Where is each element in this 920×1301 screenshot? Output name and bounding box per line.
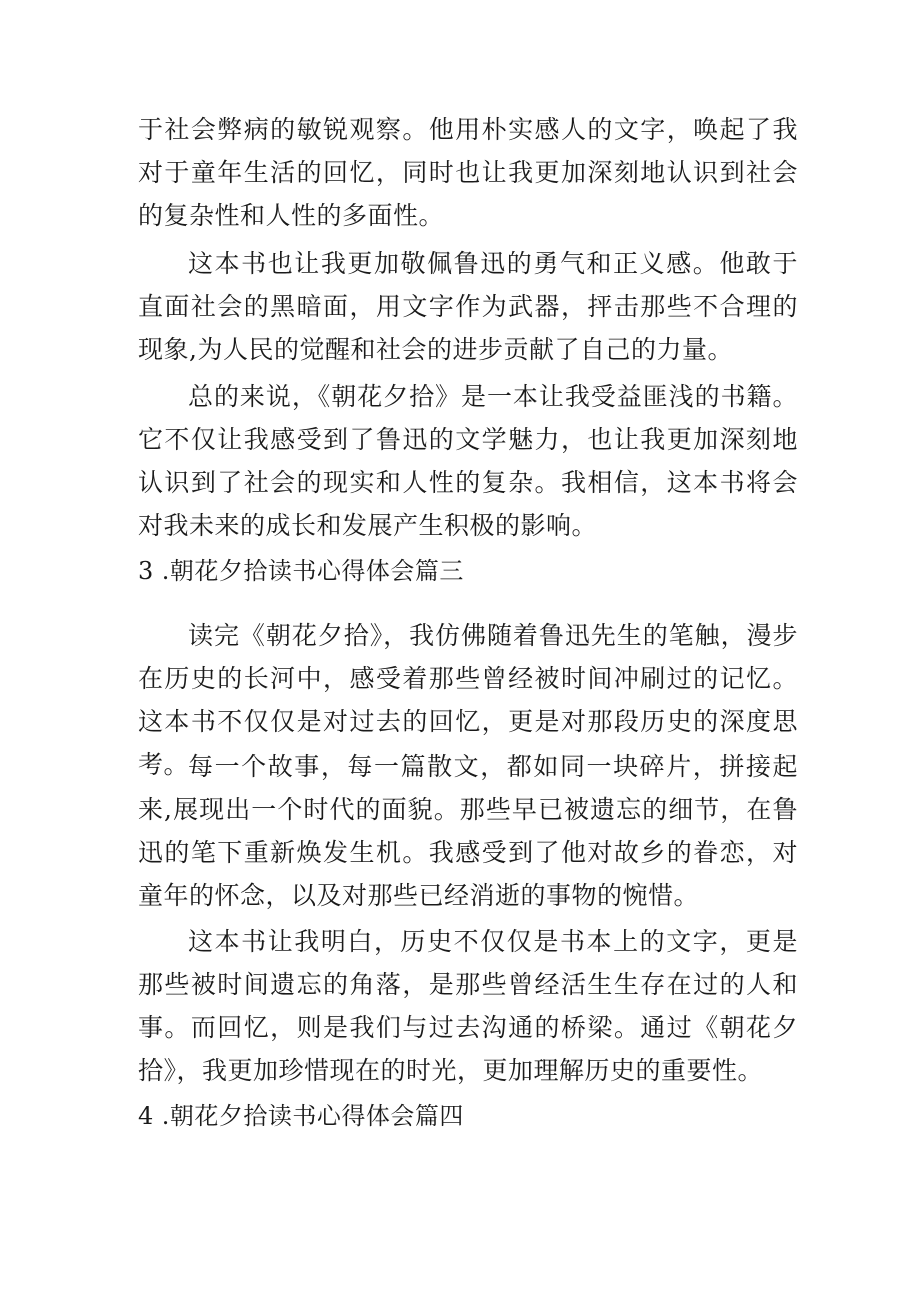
paragraph-text: 每一个故事，每一篇散文，都如同一块碎片，拼接起来,展现出一个时代的面貌。那些早已被遗忘的细节，在鲁迅的笔下重新焕发生机。我感受到了他对故乡的眷恋，对童年的怀念，以及对那些已经消逝的事物的惋惜。 xyxy=(138,752,798,910)
paragraph-text: 总的来说，《朝花夕拾》是一本让我受益匪浅的书籍。它不仅让我感受到了鲁迅的文学魅力，也让我更加深刻地认识到了社会的现实和人性的复杂。我相信，这本书将会对我未来的成长和发展产生积极的影响。 xyxy=(138,382,798,540)
section-heading-4 xyxy=(138,1095,798,1138)
paragraph-text: 读完《朝花夕拾》，我仿佛随着鲁迅先生的笔触，漫步在历史的长河中，感受着那些曾经被时间冲刷过的记忆。这本书不仅仅是对过去的回忆，更是对那段历史的深度思考。 xyxy=(138,621,798,779)
section-title: .朝花夕拾读书心得体会篇四 xyxy=(161,1102,464,1130)
paragraph-courage xyxy=(138,242,798,371)
section-number: 3 xyxy=(138,557,154,585)
section-heading-3 xyxy=(138,550,798,593)
paragraph-text: 这本书也让我更加敬佩鲁迅的勇气和正义感。他敢于直面社会的黑暗面，用文字作为武器，抨击那些不合理的现象,为人民的觉醒和社会的进步贡献了自己的力量。 xyxy=(138,249,798,364)
section-title: .朝花夕拾读书心得体会篇三 xyxy=(161,557,464,585)
section3-paragraph-2 xyxy=(138,745,798,917)
paragraph-text: 于社会弊病的敏锐观察。他用朴实感人的文字，唤起了我对于童年生活的回忆，同时也让我更加深刻地认识到社会的复杂性和人性的多面性。 xyxy=(138,115,798,230)
section-number: 4 xyxy=(138,1102,154,1130)
paragraph-continuation xyxy=(138,108,798,237)
paragraph-text: 这本书让我明白，历史不仅仅是书本上的文字，更是那些被时间遗忘的角落，是那些曾经活生生存在过的人和事。而回忆，则是我们与过去沟通的桥梁。通过《朝花夕拾》，我更加珍惜现在的时光，更加理解历史的重要性。 xyxy=(138,927,798,1085)
section3-paragraph-3 xyxy=(138,920,798,1092)
paragraph-summary xyxy=(138,375,798,547)
